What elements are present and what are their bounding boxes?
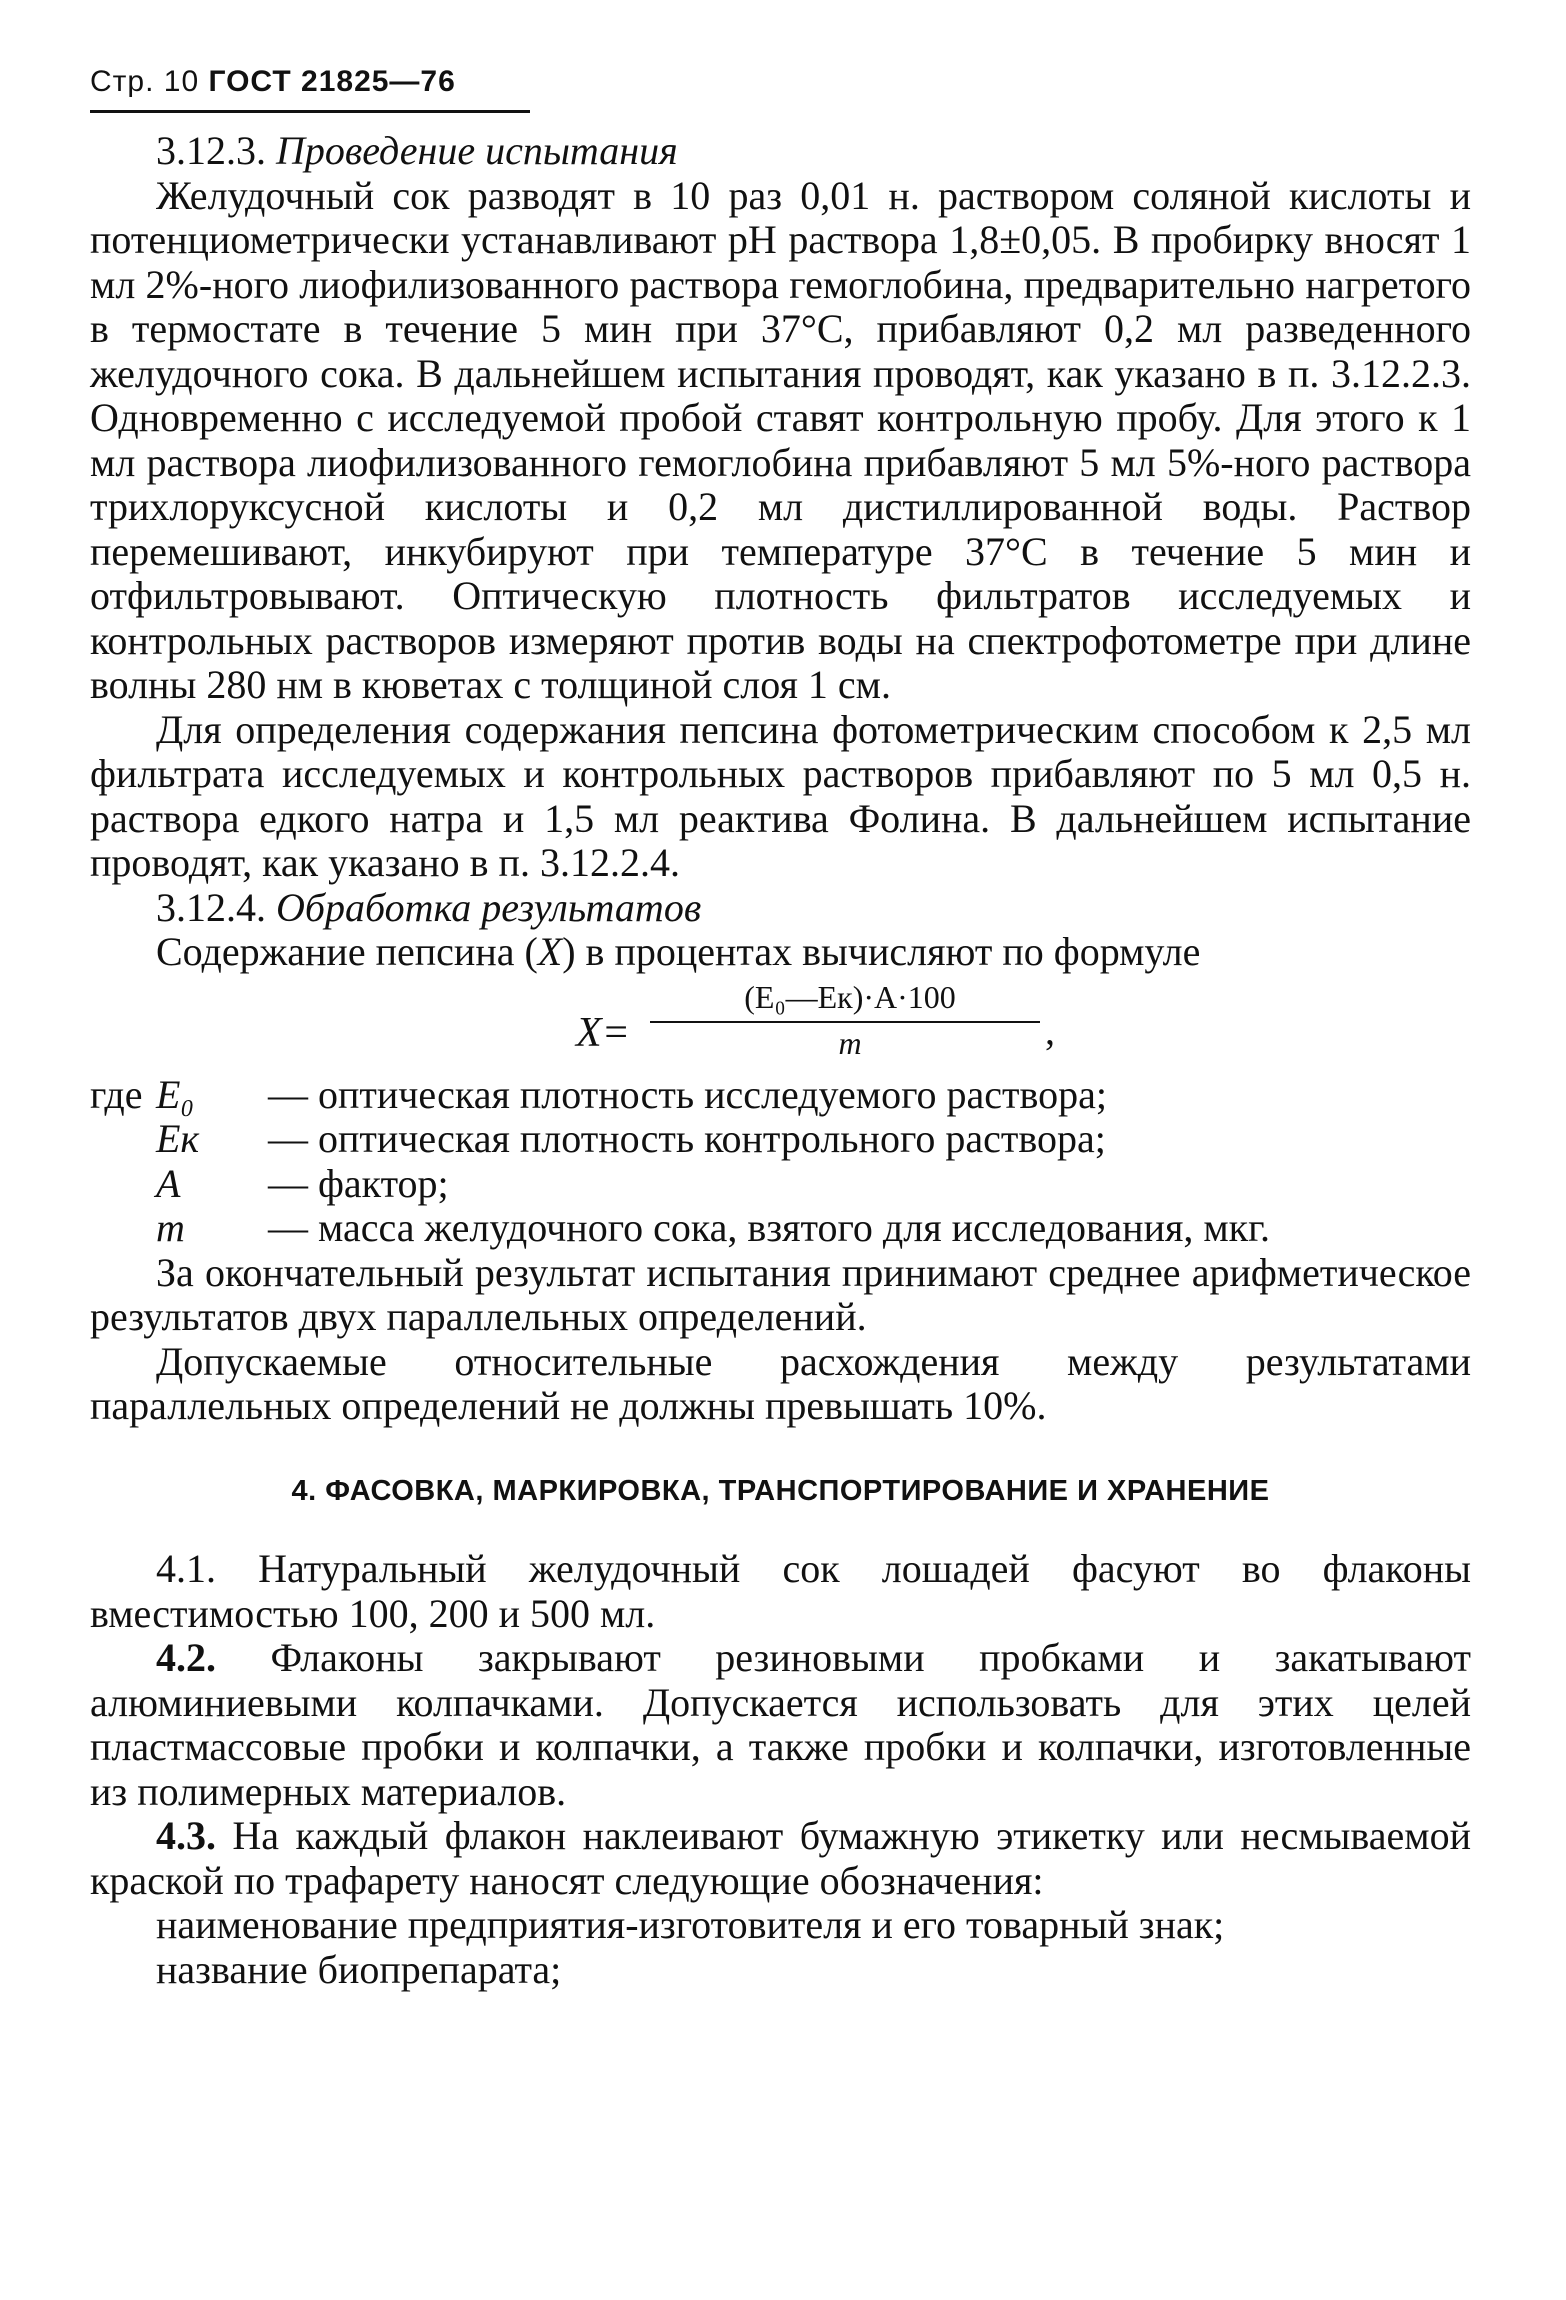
- subsection-title: Обработка результатов: [276, 884, 702, 930]
- subsection-number: 3.12.3.: [156, 128, 266, 173]
- paragraph-tolerance: Допускаемые относительные расхождения между результатами параллельных определений не должны превышать 10%.: [90, 1338, 1471, 1428]
- indent-spacer: [90, 1117, 156, 1162]
- subsection-number: 3.12.4.: [156, 884, 266, 930]
- clause-text: На каждый флакон наклеивают бумажную этикетку или несмываемой краской по трафарету наносят следующие обозначения:: [90, 1813, 1472, 1903]
- clause-number: 4.3.: [156, 1813, 216, 1858]
- subsection-title: Проведение испытания: [276, 128, 678, 173]
- subsection-3-12-3-title: [90, 129, 1471, 174]
- section-4-heading: 4. ФАСОВКА, МАРКИРОВКА, ТРАНСПОРТИРОВАНИЕ И ХРАНЕНИЕ: [291, 1474, 1270, 1507]
- variable-description: — фактор;: [268, 1160, 449, 1206]
- indent-spacer: [90, 1206, 156, 1251]
- list-item: название биопрепарата;: [156, 1946, 562, 1992]
- variable-definition: [90, 1206, 1471, 1251]
- variable-description: — оптическая плотность контрольного раствора;: [268, 1116, 1106, 1161]
- intro-text-after: ) в процентах вычисляют по формуле: [562, 929, 1201, 974]
- paragraph-final-result: За окончательный результат испытания принимают среднее арифметическое результатов двух параллельных определений.: [90, 1249, 1471, 1339]
- paragraph-4-1: 4.1. Натуральный желудочный сок лошадей фасуют во флаконы вместимостью 100, 200 и 500 мл.: [90, 1546, 1471, 1636]
- clause-number: 4.2.: [156, 1635, 216, 1680]
- header-rule: [90, 110, 530, 113]
- formula-trailing-comma: ,: [1045, 1007, 1055, 1053]
- gost-designation: ГОСТ 21825—76: [208, 65, 456, 98]
- clause-text: Флаконы закрывают резиновыми пробками и закатывают алюминиевыми колпачками. Допускается использовать для этих целей пластмассовые пробки и колпачки, а также пробки и колпачки, изготовленные из полимерных материалов.: [90, 1635, 1472, 1814]
- paragraph-4-2: [90, 1636, 1471, 1814]
- subsection-3-12-4-title: [90, 886, 1471, 931]
- formula-fraction: [640, 975, 1060, 1063]
- variable-description: — оптическая плотность исследуемого раствора;: [268, 1071, 1107, 1117]
- paragraph-photometric: Для определения содержания пепсина фотометрическим способом к 2,5 мл фильтрата исследуемых и контрольных растворов прибавляют по 5 мл 0,5 н. раствора едкого натра и 1,5 мл реактива Фолина. В дальнейшем испытание проводят, как указано в п. 3.12.2.4.: [90, 706, 1471, 885]
- variable-symbol: Eк: [156, 1116, 200, 1161]
- variable-symbol: A: [156, 1160, 181, 1206]
- variable-definition: [90, 1162, 1471, 1207]
- pepsin-formula: [90, 975, 1471, 1073]
- running-header: [90, 60, 1471, 104]
- variable-definition: [90, 1117, 1471, 1162]
- variable-description: — масса желудочного сока, взятого для исследования, мкг.: [268, 1205, 1271, 1250]
- intro-variable: X: [537, 929, 563, 974]
- variable-definition: [90, 1073, 1471, 1118]
- paragraph-formula-intro: [90, 930, 1471, 975]
- variable-symbol: m: [156, 1205, 185, 1250]
- formula-lhs: X=: [576, 1009, 630, 1056]
- indent-spacer: [90, 1162, 156, 1207]
- formula-denominator: m: [838, 1024, 862, 1061]
- list-item: наименование предприятия-изготовителя и его товарный знак;: [156, 1902, 1225, 1947]
- where-word: где: [90, 1071, 143, 1117]
- paragraph-procedure: Желудочный сок разводят в 10 раз 0,01 н. раствором соляной кислоты и потенциометрически устанавливают pH раствора 1,8±0,05. В пробирку вносят 1 мл 2%-ного лиофилизованного раствора гемоглобина, предварительно нагретого в термостате в течение 5 мин при 37°С, прибавляют 0,2 мл разведенного желудочного сока. В дальнейшем испытания проводят, как указано в п. 3.12.2.3. Одновременно с исследуемой пробой ставят контрольную пробу. Для этого к 1 мл раствора лиофилизованного гемоглобина прибавляют 5 мл 5%-ного раствора трихлоруксусной кислоты и 0,2 мл дистиллированной воды. Раствор перемешивают, инкубируют при температуре 37°С в течение 5 мин и отфильтровывают. Оптическую плотность фильтратов исследуемых и контрольных растворов измеряют против воды на спектрофотометре при длине волны 280 нм в кюветах с толщиной слоя 1 см.: [90, 172, 1471, 707]
- paragraph-4-3: [90, 1814, 1471, 1903]
- page-number-label: Стр. 10: [90, 65, 200, 98]
- formula-numerator: (E₀—Eк)·A·100: [744, 978, 956, 1015]
- variable-symbol: E₀: [156, 1071, 195, 1117]
- intro-text-before: Содержание пепсина (: [156, 929, 538, 974]
